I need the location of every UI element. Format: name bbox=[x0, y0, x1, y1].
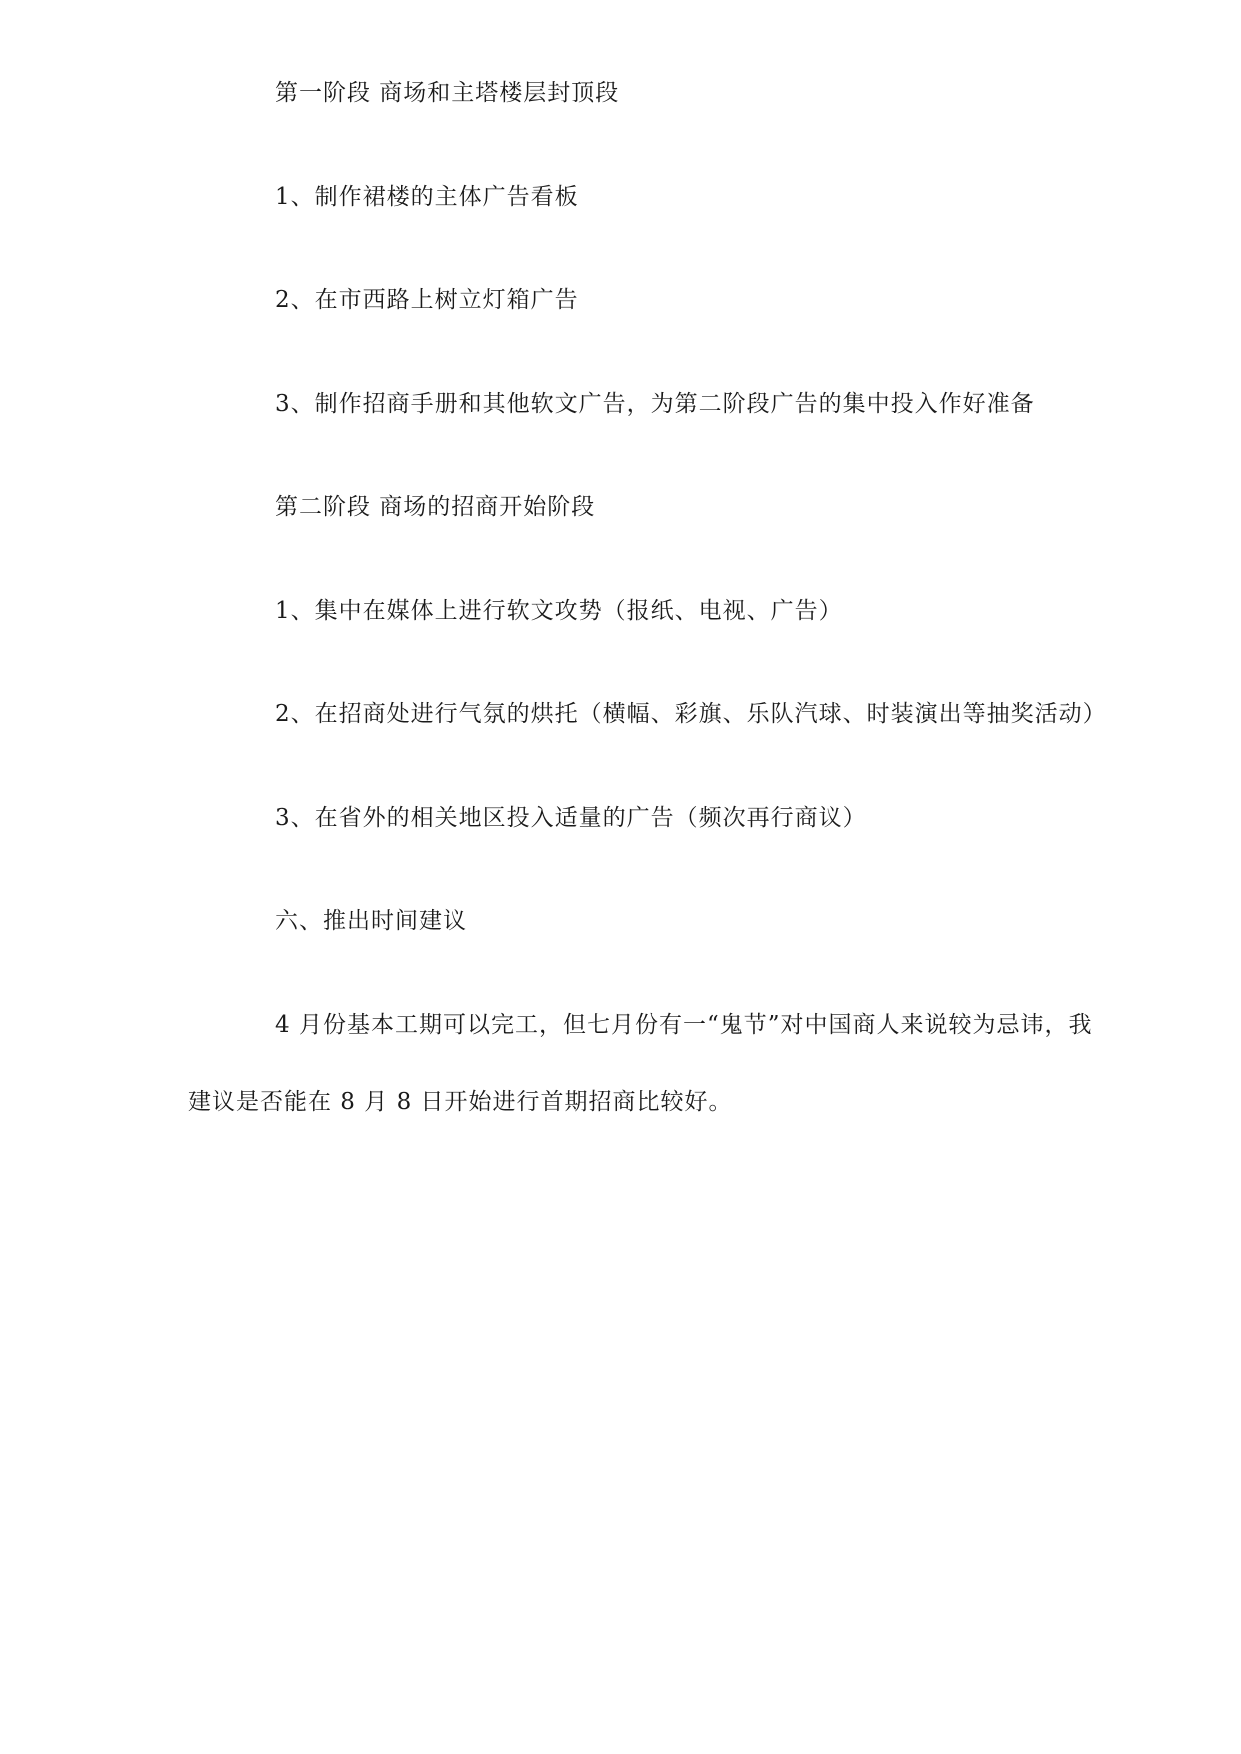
stage-two-heading: 第二阶段 商场的招商开始阶段 bbox=[275, 494, 596, 520]
stage-one-item-3: 3、制作招商手册和其他软文广告，为第二阶段广告的集中投入作好准备 bbox=[275, 391, 1035, 417]
stage-two-item-2: 2、在招商处进行气氛的烘托（横幅、彩旗、乐队汽球、时装演出等抽奖活动） bbox=[275, 701, 1107, 727]
section-six-heading: 六、推出时间建议 bbox=[275, 908, 467, 934]
timing-paragraph-line-1: 4 月份基本工期可以完工，但七月份有一“鬼节”对中国商人来说较为忌讳，我 bbox=[275, 1012, 1093, 1038]
timing-paragraph-line-2: 建议是否能在 8 月 8 日开始进行首期招商比较好。 bbox=[188, 1089, 733, 1115]
stage-one-item-1: 1、制作裙楼的主体广告看板 bbox=[275, 184, 579, 210]
stage-two-item-3: 3、在省外的相关地区投入适量的广告（频次再行商议） bbox=[275, 805, 867, 831]
stage-one-heading: 第一阶段 商场和主塔楼层封顶段 bbox=[275, 80, 620, 106]
stage-two-item-1: 1、集中在媒体上进行软文攻势（报纸、电视、广告） bbox=[275, 598, 843, 624]
stage-one-item-2: 2、在市西路上树立灯箱广告 bbox=[275, 287, 579, 313]
